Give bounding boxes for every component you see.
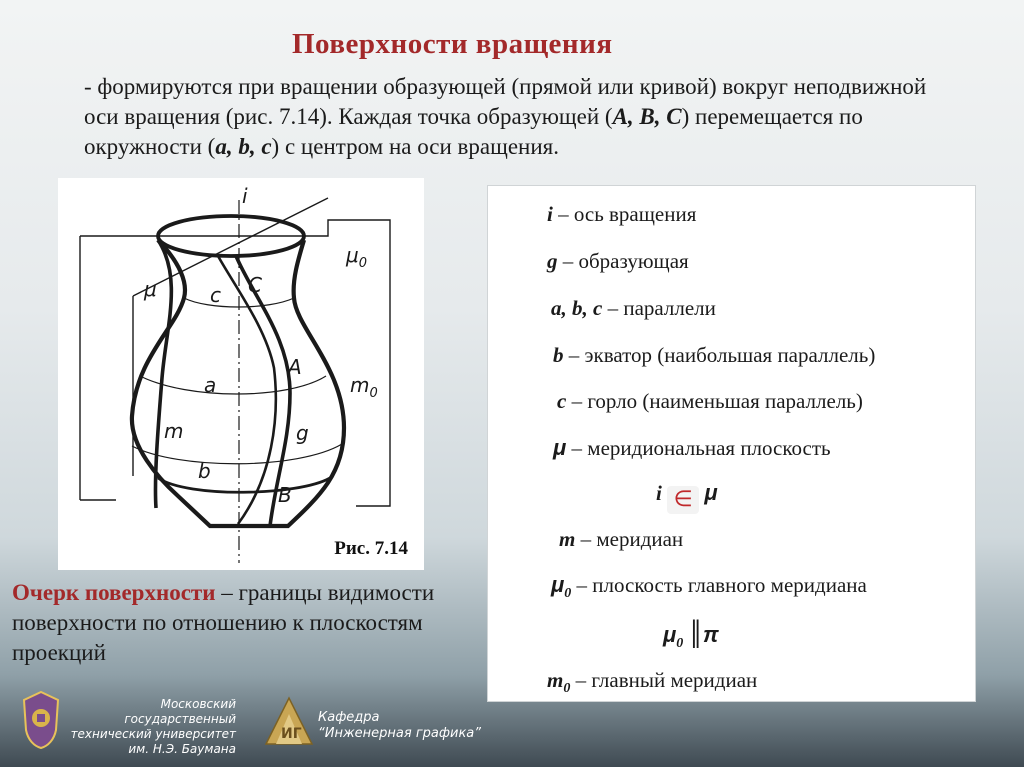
university-emblem-icon — [20, 690, 62, 750]
svg-text:ИГ: ИГ — [281, 726, 302, 742]
legend-relation-parallel: $\mu_0$ ║π — [663, 620, 719, 652]
legend-relation-belongs: i ∈ μ — [656, 480, 718, 512]
parallel-icon: ║ — [688, 620, 703, 648]
legend-meridional-plane: μ – меридиональная плоскость — [553, 435, 831, 460]
notation-legend — [487, 185, 976, 702]
figure-caption: Рис. 7.14 — [334, 538, 408, 559]
intro-paragraph: - формируются при вращении образующей (прямой или кривой) вокруг неподвижной оси вращения (рис. 7.14). Каждая точка образующей (A, B, C) перемещается по окружности (a, b, c) с центром на оси вращения. — [84, 74, 927, 159]
label-m: m — [164, 419, 184, 443]
outline-term: Очерк поверхности — [12, 580, 216, 605]
label-b: b — [198, 459, 211, 483]
label-B: B — [278, 483, 292, 507]
label-mu: μ — [144, 277, 157, 301]
legend-axis: i – ось вращения — [547, 202, 697, 226]
figure-7-14 — [58, 178, 424, 570]
label-mu0: $\mu_0$ — [346, 243, 368, 271]
department-name: Кафедра “Инженерная графика” — [318, 710, 482, 741]
outline-definition: Очерк поверхности – границы видимости поверхности по отношению к плоскостям проекций — [12, 580, 435, 665]
element-of-icon: ∈ — [667, 486, 699, 514]
label-c-lower: c — [210, 283, 221, 307]
label-m0: $m_0$ — [350, 373, 378, 401]
slide-title: Поверхности вращения — [292, 28, 613, 60]
label-a: a — [204, 373, 217, 397]
legend-main-meridian: $m_0$ – главный меридиан — [547, 668, 758, 697]
label-g: g — [296, 421, 309, 445]
surface-of-revolution-drawing — [58, 178, 424, 570]
label-i: i — [242, 184, 248, 208]
department-logo-icon — [262, 692, 316, 748]
legend-parallels: a, b, c – параллели — [551, 296, 716, 320]
legend-generatrix: g – образующая — [547, 249, 689, 273]
legend-meridian: m – меридиан — [559, 527, 684, 551]
legend-main-meridian-plane: $\mu_0$ – плоскость главного меридиана — [551, 572, 867, 602]
legend-equator: b – экватор (наибольшая параллель) — [553, 343, 876, 367]
legend-throat: c – горло (наименьшая параллель) — [557, 389, 863, 413]
label-A: A — [288, 355, 302, 379]
university-name: Московский государственный технический университет им. Н.Э. Баумана — [70, 697, 236, 756]
label-c-upper: C — [248, 273, 262, 297]
